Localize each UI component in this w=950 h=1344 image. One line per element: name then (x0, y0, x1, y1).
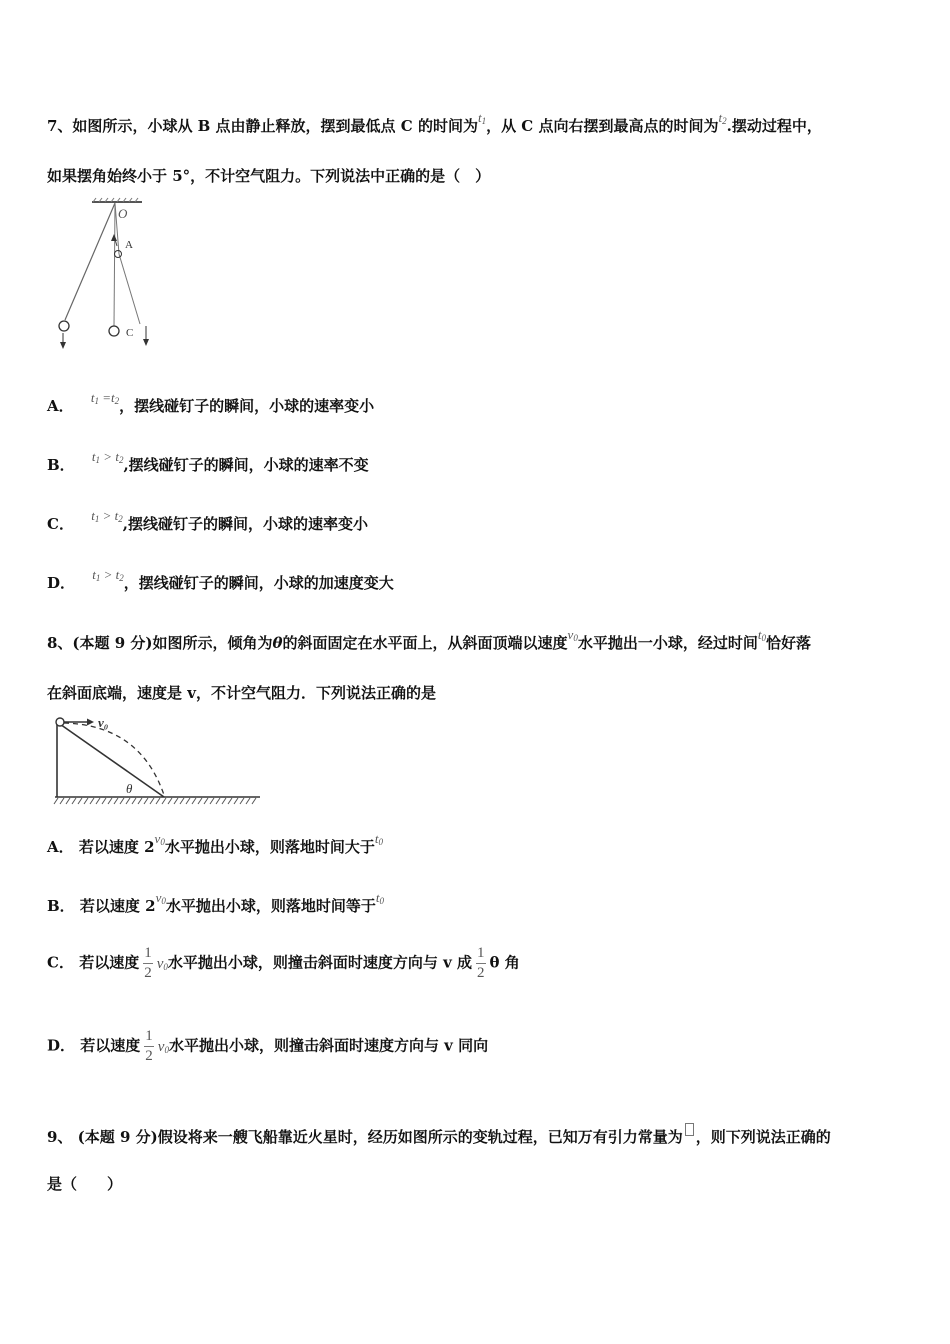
label-a: A (125, 239, 133, 251)
v0-symbol: $v_0$ (157, 1038, 169, 1055)
theta-symbol: θ (272, 634, 283, 652)
q8-stem-line2: 在斜面底端，速度是 v，不计空气阻力．下列说法正确的是 (47, 684, 436, 702)
q8-option-d: D． 若以速度 $\frac{1}{2}$ $v_0$水平抛出小球，则撞击斜面时速度方向与 v 同向 (47, 1028, 489, 1064)
q7-stem-line2: 如果摆角始终小于 5°，不计空气阻力。下列说法中正确的是（ ） (47, 167, 491, 185)
q9-stem-line1: 9、 (本题 9 分)假设将来一艘飞船靠近火星时，经历如图所示的变轨过程，已知万有引力常量为 ，则下列说法正确的 (47, 1123, 831, 1147)
t2-symbol: $t_2$ (718, 110, 727, 126)
label-c: C (126, 327, 134, 339)
v0-symbol: $v_0$ (154, 831, 165, 847)
q7-option-a: A． $t_1 =t_2$，摆线碰钉子的瞬间，小球的速率变小 (47, 390, 375, 415)
incline-figure (50, 713, 265, 808)
label-o: O (118, 206, 128, 221)
pendulum-figure (50, 196, 160, 354)
q7-option-c: C． $t_1 > t_2$,摆线碰钉子的瞬间，小球的速率变小 (47, 508, 368, 533)
t0-symbol: $t_0$ (374, 831, 383, 847)
q8-option-b: B． 若以速度 $2v_0$水平抛出小球，则落地时间等于$t_0$ (47, 890, 385, 915)
t-relation: $t_1 > t_2$ (92, 567, 124, 583)
q9-stem-line2: 是（ ） (47, 1175, 123, 1193)
q8-option-c: C． 若以速度 $\frac{1}{2}$ $v_0$水平抛出小球，则撞击斜面时速度方向与 v 成 $\frac{1}{2}$ θ 角 (47, 945, 520, 981)
q8-stem-line1: 8、(本题 9 分)如图所示，倾角为θ的斜面固定在水平面上，从斜面顶端以速度$v_0$水平抛出一小球，经过时间$t_0$恰好落 (47, 627, 811, 652)
q8-option-a: A． 若以速度 $2v_0$水平抛出小球，则落地时间大于$t_0$ (47, 831, 383, 856)
t0-symbol: $t_0$ (375, 890, 385, 906)
t-relation: $t_1 > t_2$ (91, 508, 123, 524)
v0-symbol: $v_0$ (155, 890, 166, 906)
v0-symbol: $v_0$ (156, 955, 168, 972)
fraction-half: $\frac{1}{2}$ (477, 945, 485, 981)
t1-symbol: $t_1$ (477, 110, 487, 126)
missing-glyph-box (685, 1123, 694, 1136)
v0-symbol: $v_0$ (567, 627, 578, 643)
t-relation: $t_1 =t_2$ (90, 390, 120, 406)
t-relation: $t_1 > t_2$ (91, 449, 124, 465)
q7-option-b: B． $t_1 > t_2$,摆线碰钉子的瞬间，小球的速率不变 (47, 449, 369, 474)
label-v0: v₀ (98, 715, 109, 730)
t0-symbol: $t_0$ (757, 627, 766, 643)
q7-option-d: D． $t_1 > t_2$，摆线碰钉子的瞬间，小球的加速度变大 (47, 567, 394, 592)
label-theta: θ (126, 781, 133, 796)
q7-stem-line1: 7、如图所示，小球从 B 点由静止释放，摆到最低点 C 的时间为$t_1$，从 C 点向右摆到最高点的时间为$t_2$.摆动过程中， (47, 110, 822, 135)
fraction-half: $\frac{1}{2}$ (145, 1028, 153, 1064)
fraction-half: $\frac{1}{2}$ (144, 945, 152, 981)
